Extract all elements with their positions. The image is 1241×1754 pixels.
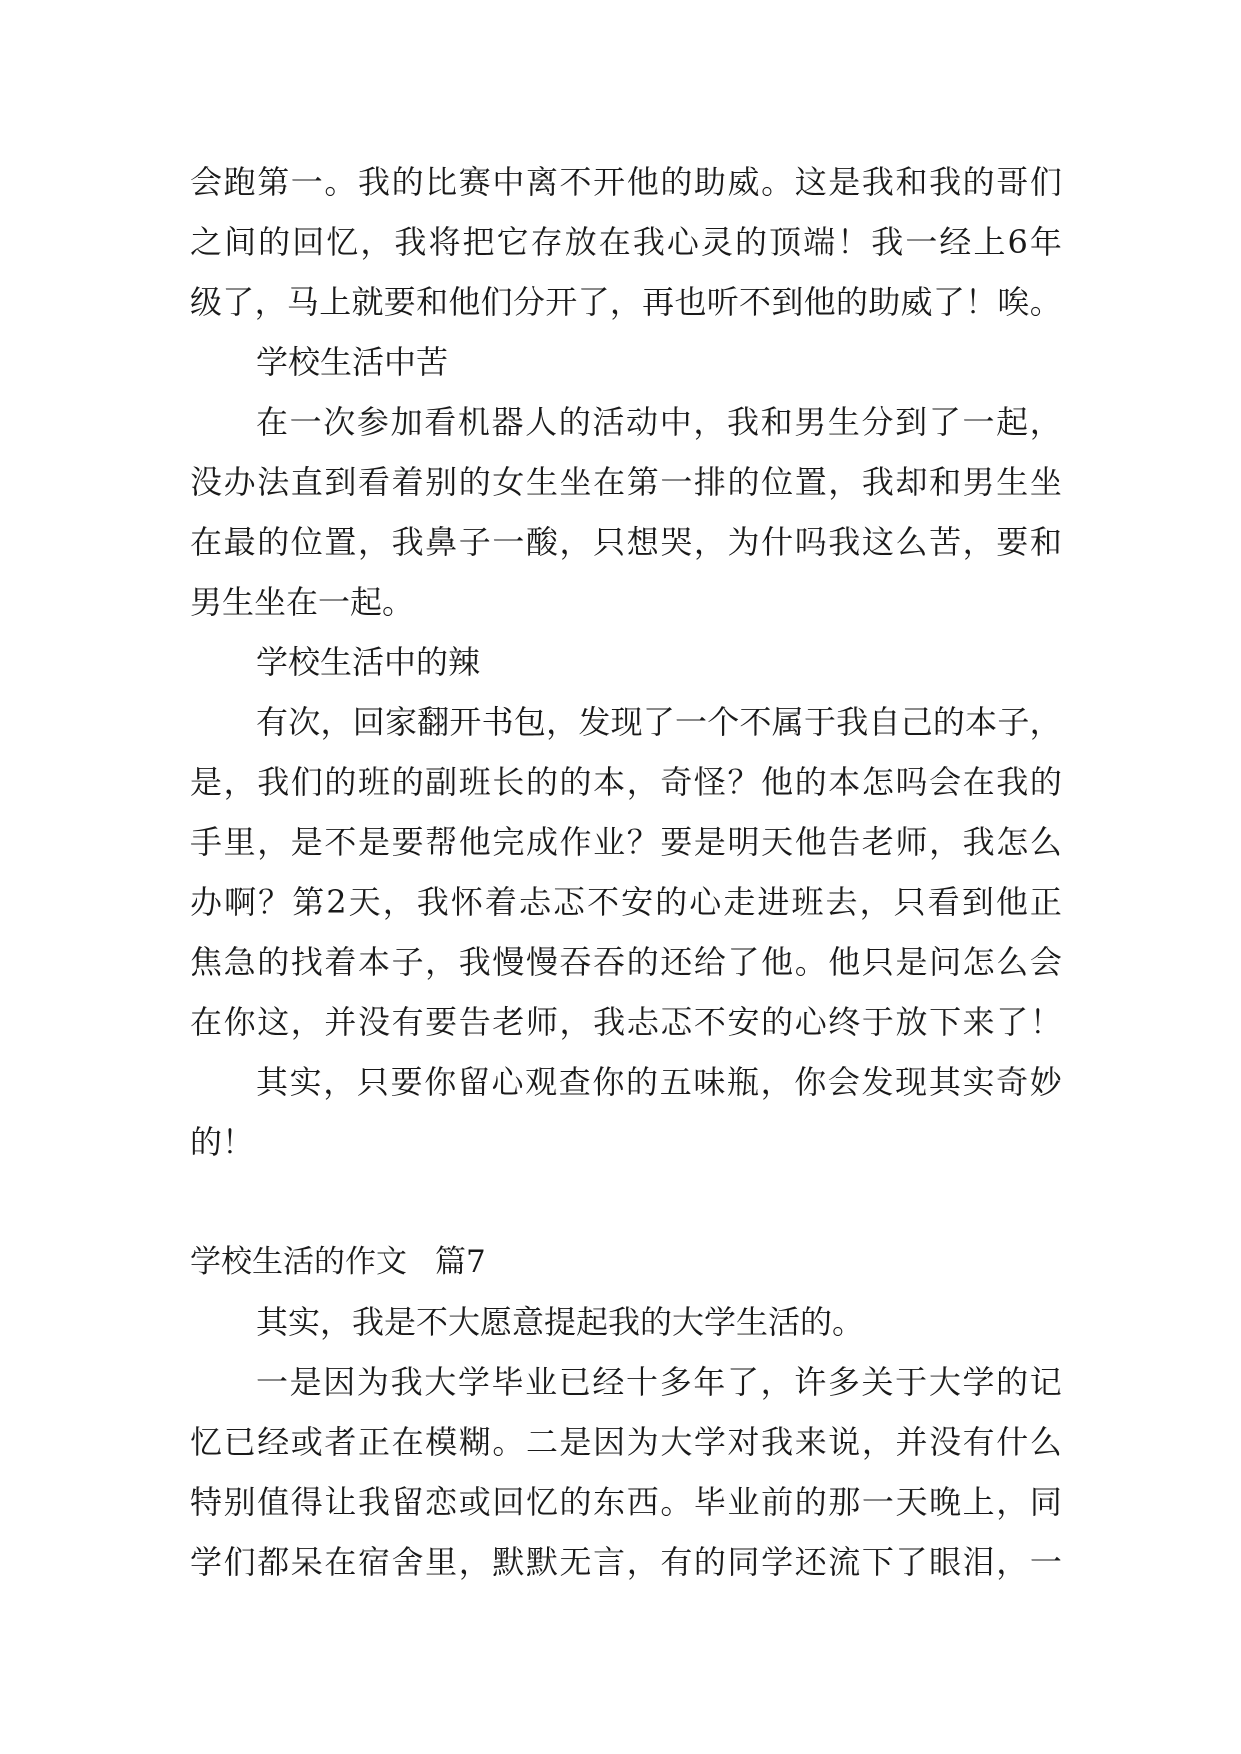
subheading-bitter: 学校生活中苦 <box>256 343 449 381</box>
paragraph-line: 忆 已 经 或 者 正 在 模 糊 。 二 是 因 为 大 学 对 我 来 说 ， 并 没 有 什 么 <box>190 1423 1062 1461</box>
paragraph-line: 在 最 的 位 置 ， 我 鼻 子 一 酸 ， 只 想 哭 ， 为 什 吗 我 这 么 苦 ， 要 和 <box>190 523 1062 561</box>
section-heading-title: 学校生活的作文 <box>190 1244 407 1280</box>
paragraph-line: 其实，我是不大愿意提起我的大学生活的。 <box>256 1303 865 1341</box>
paragraph-line: 的！ <box>190 1123 255 1161</box>
paragraph-line: 其 实 ， 只 要 你 留 心 观 查 你 的 五 味 瓶 ， 你 会 发 现 其 实 奇 妙 <box>256 1063 1062 1101</box>
section-heading-number: 篇7 <box>435 1244 486 1280</box>
paragraph-line: 办 啊 ？ 第 2 天 ， 我 怀 着 忐 忑 不 安 的 心 走 进 班 去 ， 只 看 到 他 正 <box>190 883 1062 921</box>
paragraph-line: 一 是 因 为 我 大 学 毕 业 已 经 十 多 年 了 ， 许 多 关 于 大 学 的 记 <box>256 1363 1062 1401</box>
paragraph-line: 之 间 的 回 忆 ， 我 将 把 它 存 放 在 我 心 灵 的 顶 端 ！ 我 一 经 上 6 年 <box>190 223 1062 261</box>
paragraph-line: 会 跑 第 一 。 我 的 比 赛 中 离 不 开 他 的 助 威 。 这 是 我 和 我 的 哥 们 <box>190 163 1062 201</box>
paragraph-line: 在 你 这 ， 并 没 有 要 告 老 师 ， 我 忐 忑 不 安 的 心 终 于 放 下 来 了 ！ <box>190 1003 1062 1041</box>
paragraph-line: 男生坐在一起。 <box>190 583 415 621</box>
section-heading <box>190 1232 1062 1292</box>
paragraph-line: 学 们 都 呆 在 宿 舍 里 ， 默 默 无 言 ， 有 的 同 学 还 流 下 了 眼 泪 ， 一 <box>190 1543 1062 1581</box>
paragraph-line: 有 次 ， 回 家 翻 开 书 包 ， 发 现 了 一 个 不 属 于 我 自 己 的 本 子 ， <box>256 703 1062 741</box>
paragraph-line: 在 一 次 参 加 看 机 器 人 的 活 动 中 ， 我 和 男 生 分 到 了 一 起 ， <box>256 403 1062 441</box>
paragraph-line: 没 办 法 直 到 看 着 别 的 女 生 坐 在 第 一 排 的 位 置 ， 我 却 和 男 生 坐 <box>190 463 1062 501</box>
paragraph-line: 焦 急 的 找 着 本 子 ， 我 慢 慢 吞 吞 的 还 给 了 他 。 他 只 是 问 怎 么 会 <box>190 943 1062 981</box>
paragraph-line: 特 别 值 得 让 我 留 恋 或 回 忆 的 东 西 。 毕 业 前 的 那 一 天 晚 上 ， 同 <box>190 1483 1062 1521</box>
paragraph-line: 手 里 ， 是 不 是 要 帮 他 完 成 作 业 ？ 要 是 明 天 他 告 老 师 ， 我 怎 么 <box>190 823 1062 861</box>
paragraph-line: 级 了 ， 马 上 就 要 和 他 们 分 开 了 ， 再 也 听 不 到 他 的 助 威 了 ！ 唉 。 <box>190 283 1062 321</box>
subheading-spicy: 学校生活中的辣 <box>256 643 481 681</box>
paragraph-line: 是 ， 我 们 的 班 的 副 班 长 的 的 本 ， 奇 怪 ？ 他 的 本 怎 吗 会 在 我 的 <box>190 763 1062 801</box>
